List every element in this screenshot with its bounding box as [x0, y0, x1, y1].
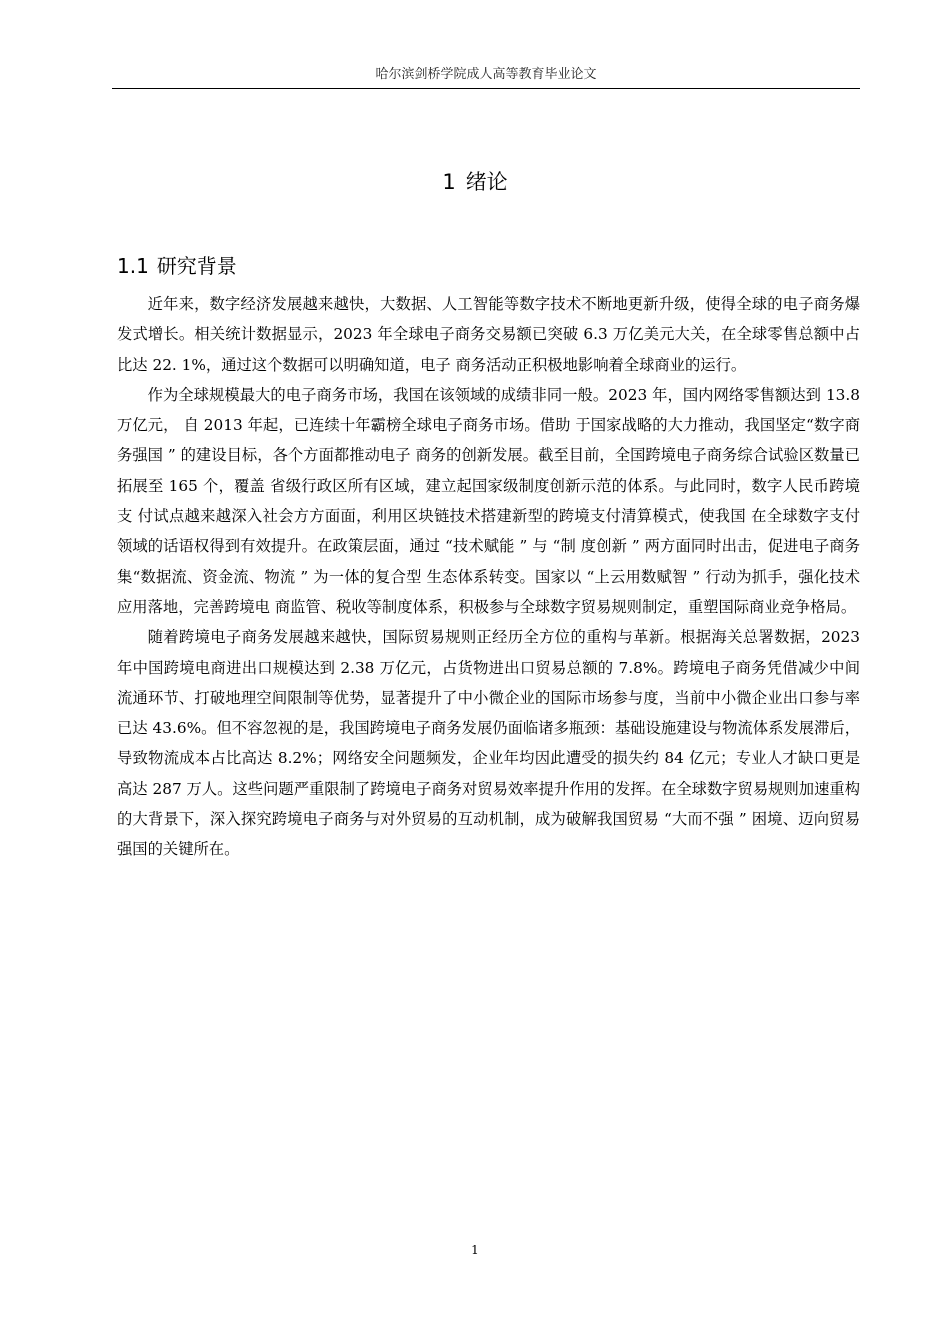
section-title	[117, 252, 237, 280]
body-text	[117, 289, 860, 865]
section-number: 1.1	[117, 254, 149, 278]
chapter-title	[0, 168, 950, 196]
chapter-title-text: 绪论	[465, 170, 508, 194]
paragraph: 近年来，数字经济发展越来越快，大数据、人工智能等数字技术不断地更新升级，使得全球的电子商务爆发式增长。相关统计数据显示，2023 年全球电子商务交易额已突破 6.3 万亿美元大关，在全球零售总额中占比达 22. 1%，通过这个数据可以明确知道，电子 商务活动正积极地影响着全球商业的运行。	[117, 295, 860, 374]
running-header: 哈尔滨剑桥学院成人高等教育毕业论文	[112, 66, 860, 89]
paragraph: 作为全球规模最大的电子商务市场，我国在该领域的成绩非同一般。2023 年，国内网络零售额达到 13.8 万亿元， 自 2013 年起，已连续十年霸榜全球电子商务市场。借助 于国家战略的大力推动，我国坚定“数字商务强国 ” 的建设目标，各个方面都推动电子 商务的创新发展。截至目前，全国跨境电子商务综合试验区数量已拓展至 165 个，覆盖 省级行政区所有区域，建立起国家级制度创新示范的体系。与此同时，数字人民币跨境支 付试点越来越深入社会方方面面，利用区块链技术搭建新型的跨境支付清算模式，使我国 在全球数字支付领域的话语权得到有效提升。在政策层面，通过 “技术赋能 ” 与 “制 度创新 ” 两方面同时出击，促进电子商务集“数据流、资金流、物流 ” 为一体的复合型 生态体系转变。国家以 “上云用数赋智 ” 行动为抓手，强化技术应用落地，完善跨境电 商监管、税收等制度体系，积极参与全球数字贸易规则制定，重塑国际商业竞争格局。	[117, 385, 860, 616]
page-number: 1	[471, 1243, 479, 1257]
section-title-text: 研究背景	[156, 254, 237, 278]
paragraph: 随着跨境电子商务发展越来越快，国际贸易规则正经历全方位的重构与革新。根据海关总署数据，2023 年中国跨境电商进出口规模达到 2.38 万亿元，占货物进出口贸易总额的 7.8%。跨境电子商务凭借减少中间流通环节、打破地理空间限制等优势，显著提升了中小微企业的国际市场参与度，当前中小微企业出口参与率已达 43.6%。但不容忽视的是，我国跨境电子商务发展仍面临诸多瓶颈：基础设施建设与物流体系发展滞后，导致物流成本占比高达 8.2%；网络安全问题频发，企业年均因此遭受的损失约 84 亿元；专业人才缺口更是高达 287 万人。这些问题严重限制了跨境电子商务对贸易效率提升作用的发挥。在全球数字贸易规则加速重构的大背景下，深入探究跨境电子商务与对外贸易的互动机制，成为破解我国贸易 “大而不强 ” 困境、迈向贸易强国的关键所在。	[117, 628, 860, 859]
chapter-number: 1	[442, 170, 456, 194]
